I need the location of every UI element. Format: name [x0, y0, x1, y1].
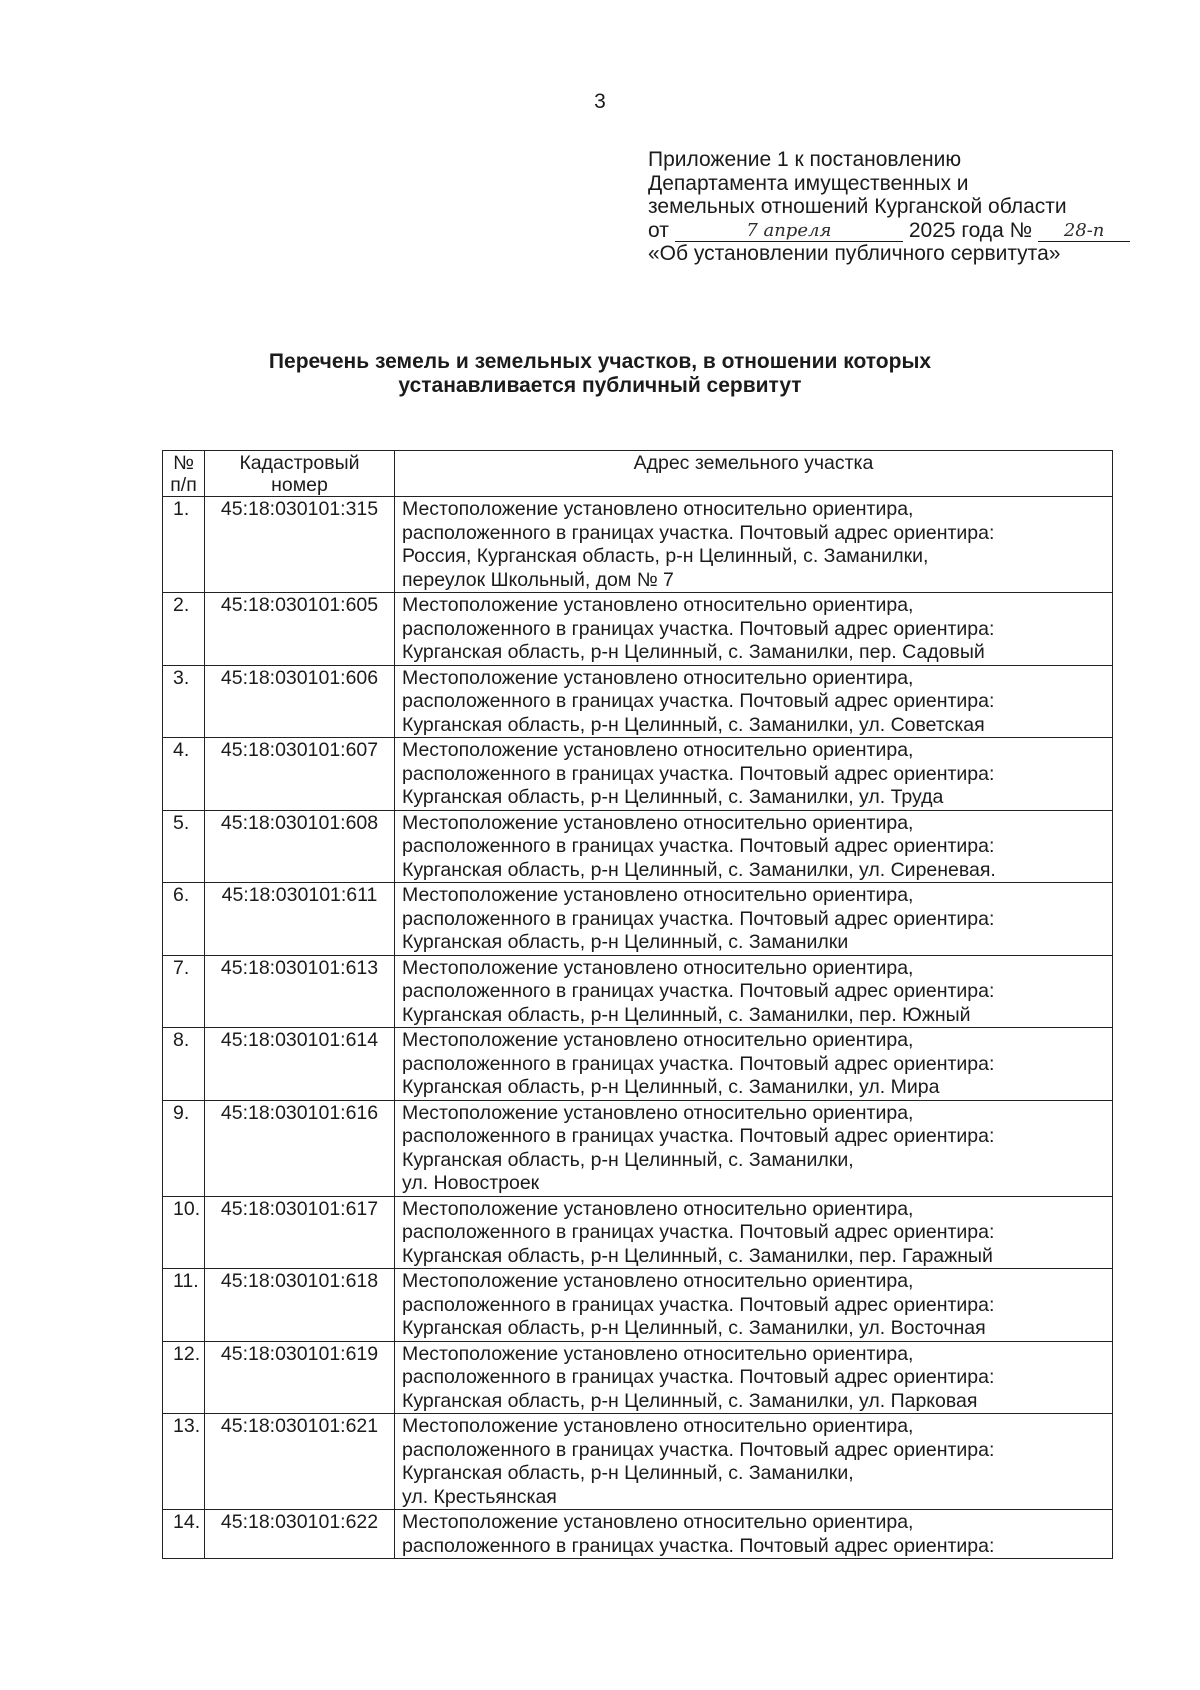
plot-address: Местоположение установлено относительно ориентира, расположенного в границах участка. Почтовый адрес ориентира:	[395, 1510, 1113, 1559]
cadastral-number: 45:18:030101:613	[205, 955, 395, 1028]
plot-address: Местоположение установлено относительно ориентира, расположенного в границах участка. Почтовый адрес ориентира: Курганская область, р-н Целинный, с. Заманилки, ул. Сиреневая.	[395, 810, 1113, 883]
cadastral-number: 45:18:030101:611	[205, 883, 395, 956]
plot-address: Местоположение установлено относительно ориентира, расположенного в границах участка. Почтовый адрес ориентира: Курганская область, р-н Целинный, с. Заманилки, пер. Южный	[395, 955, 1113, 1028]
header-cadastral: Кадастровый номер	[205, 451, 395, 497]
cadastral-number: 45:18:030101:608	[205, 810, 395, 883]
cadastral-number: 45:18:030101:315	[205, 497, 395, 593]
document-title	[0, 350, 1200, 398]
plot-address: Местоположение установлено относительно ориентира, расположенного в границах участка. Почтовый адрес ориентира: Курганская область, р-н Целинный, с. Заманилки, ул. Советская	[395, 665, 1113, 738]
table-row	[163, 738, 1113, 811]
year-text: 2025 года №	[908, 218, 1033, 242]
row-number: 3.	[163, 665, 205, 738]
header-address: Адрес земельного участка	[395, 451, 1113, 497]
row-number: 2.	[163, 593, 205, 666]
row-number: 14.	[163, 1510, 205, 1559]
row-number: 1.	[163, 497, 205, 593]
table-body	[163, 497, 1113, 1559]
table-row	[163, 1341, 1113, 1414]
table-row	[163, 1100, 1113, 1196]
title-line: Перечень земель и земельных участков, в отношении которых	[268, 350, 932, 373]
cadastral-number: 45:18:030101:616	[205, 1100, 395, 1196]
appendix-subject: «Об установлении публичного сервитута»	[648, 242, 1061, 265]
cadastral-number: 45:18:030101:605	[205, 593, 395, 666]
land-plots-table	[162, 450, 1113, 1559]
appendix-block	[648, 148, 1168, 266]
plot-address: Местоположение установлено относительно ориентира, расположенного в границах участка. Почтовый адрес ориентира: Курганская область, р-н Целинный, с. Заманилки, ул. Крестьянская	[395, 1414, 1113, 1510]
cadastral-number: 45:18:030101:606	[205, 665, 395, 738]
row-number: 4.	[163, 738, 205, 811]
table-header-row	[163, 451, 1113, 497]
cadastral-number: 45:18:030101:619	[205, 1341, 395, 1414]
plot-address: Местоположение установлено относительно ориентира, расположенного в границах участка. Почтовый адрес ориентира: Курганская область, р-н Целинный, с. Заманилки, пер. Гаражный	[395, 1196, 1113, 1269]
row-number: 12.	[163, 1341, 205, 1414]
table-row	[163, 497, 1113, 593]
appendix-line: земельных отношений Курганской области	[648, 195, 1067, 218]
row-number: 7.	[163, 955, 205, 1028]
table-row	[163, 883, 1113, 956]
title-line: устанавливается публичный сервитут	[398, 374, 802, 397]
header-num: № п/п	[163, 451, 205, 497]
row-number: 13.	[163, 1414, 205, 1510]
appendix-line: Департамента имущественных и	[648, 171, 969, 195]
row-number: 10.	[163, 1196, 205, 1269]
table-row	[163, 1028, 1113, 1101]
table-row	[163, 810, 1113, 883]
plot-address: Местоположение установлено относительно ориентира, расположенного в границах участка. Почтовый адрес ориентира: Курганская область, р-н Целинный, с. Заманилки, ул. Труда	[395, 738, 1113, 811]
handwritten-number: 28-п	[1063, 219, 1105, 241]
cadastral-number: 45:18:030101:621	[205, 1414, 395, 1510]
row-number: 5.	[163, 810, 205, 883]
plot-address: Местоположение установлено относительно ориентира, расположенного в границах участка. Почтовый адрес ориентира: Курганская область, р-н Целинный, с. Заманилки, ул. Восточная	[395, 1269, 1113, 1342]
row-number: 8.	[163, 1028, 205, 1101]
plot-address: Местоположение установлено относительно ориентира, расположенного в границах участка. Почтовый адрес ориентира: Россия, Курганская область, р-н Целинный, с. Заманилки, переулок Школьный, дом № 7	[395, 497, 1113, 593]
handwritten-date: 7 апреля	[746, 219, 832, 241]
cadastral-number: 45:18:030101:622	[205, 1510, 395, 1559]
cadastral-number: 45:18:030101:618	[205, 1269, 395, 1342]
table-row	[163, 665, 1113, 738]
plot-address: Местоположение установлено относительно ориентира, расположенного в границах участка. Почтовый адрес ориентира: Курганская область, р-н Целинный, с. Заманилки, ул. Парковая	[395, 1341, 1113, 1414]
row-number: 11.	[163, 1269, 205, 1342]
table-row	[163, 1269, 1113, 1342]
table-row	[163, 593, 1113, 666]
plot-address: Местоположение установлено относительно ориентира, расположенного в границах участка. Почтовый адрес ориентира: Курганская область, р-н Целинный, с. Заманилки, пер. Садовый	[395, 593, 1113, 666]
row-number: 9.	[163, 1100, 205, 1196]
appendix-line: Приложение 1 к постановлению	[648, 148, 962, 171]
cadastral-number: 45:18:030101:614	[205, 1028, 395, 1101]
plot-address: Местоположение установлено относительно ориентира, расположенного в границах участка. Почтовый адрес ориентира: Курганская область, р-н Целинный, с. Заманилки, ул. Новостроек	[395, 1100, 1113, 1196]
plot-address: Местоположение установлено относительно ориентира, расположенного в границах участка. Почтовый адрес ориентира: Курганская область, р-н Целинный, с. Заманилки	[395, 883, 1113, 956]
table-row	[163, 1510, 1113, 1559]
from-prefix: от	[648, 218, 669, 242]
number-blank	[1038, 219, 1130, 242]
cadastral-number: 45:18:030101:617	[205, 1196, 395, 1269]
plot-address: Местоположение установлено относительно ориентира, расположенного в границах участка. Почтовый адрес ориентира: Курганская область, р-н Целинный, с. Заманилки, ул. Мира	[395, 1028, 1113, 1101]
row-number: 6.	[163, 883, 205, 956]
table-row	[163, 1414, 1113, 1510]
date-blank	[675, 219, 903, 242]
appendix-date-line	[648, 219, 1168, 243]
cadastral-number: 45:18:030101:607	[205, 738, 395, 811]
table-row	[163, 955, 1113, 1028]
page-number: 3	[594, 90, 606, 113]
table-row	[163, 1196, 1113, 1269]
